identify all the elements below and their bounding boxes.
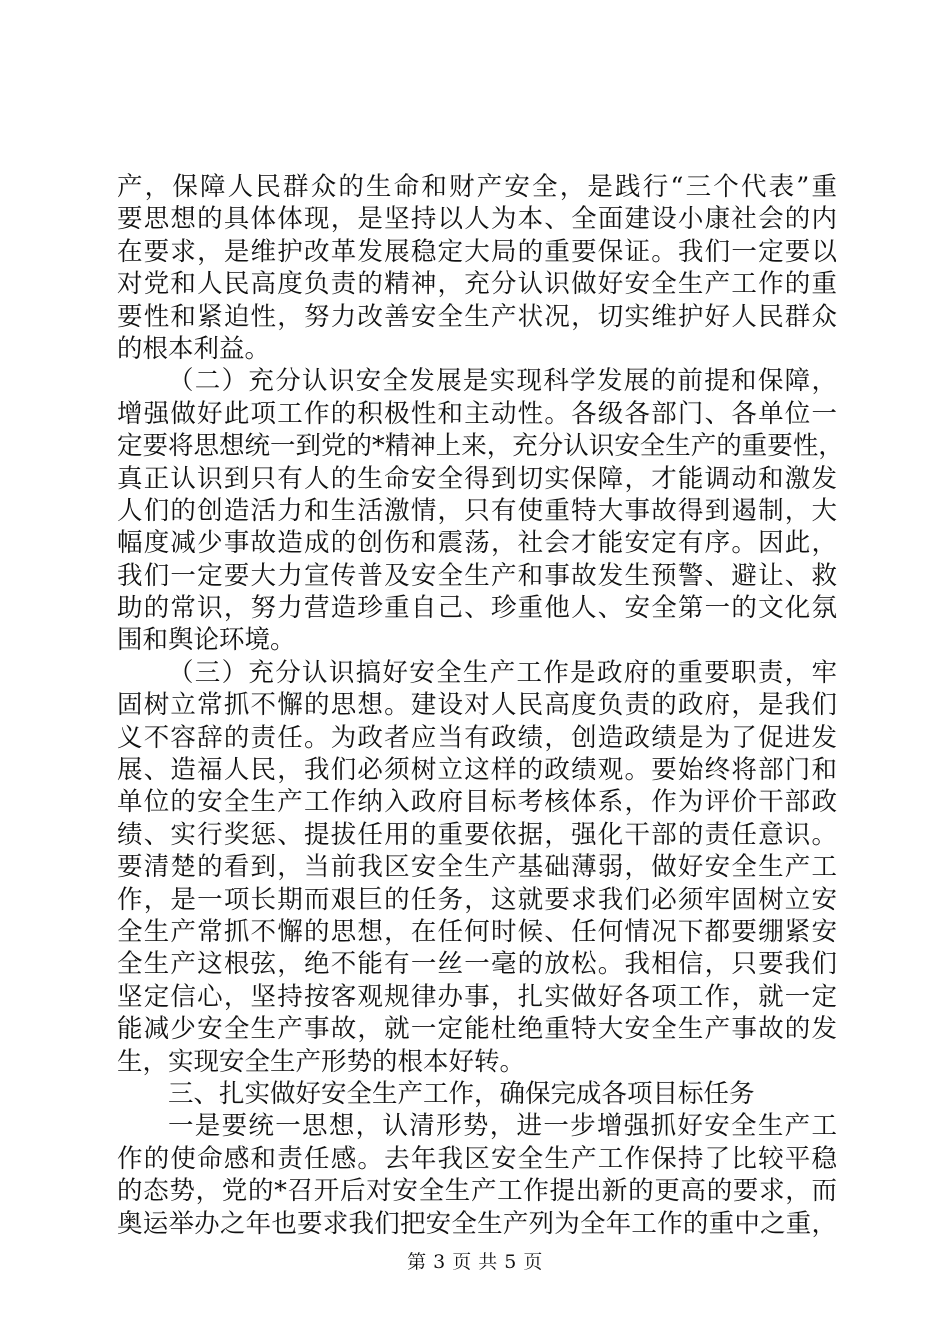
text-line: 的根本利益。 (117, 333, 271, 364)
text-line: 幅度减少事故造成的创伤和震荡，社会才能安定有序。因此， (117, 528, 837, 559)
text-line: 在要求，是维护改革发展稳定大局的重要保证。我们一定要以 (117, 236, 837, 267)
text-line: 人们的创造活力和生活激情，只有使重特大事故得到遏制，大 (117, 495, 837, 526)
text-line: 全生产这根弦，绝不能有一丝一毫的放松。我相信，只要我们 (117, 949, 837, 980)
text-line: 增强做好此项工作的积极性和主动性。各级各部门、各单位一 (117, 398, 837, 429)
text-line: 要性和紧迫性，努力改善安全生产状况，切实维护好人民群众 (117, 301, 837, 332)
text-line: 定要将思想统一到党的*精神上来，充分认识安全生产的重要性， (117, 431, 844, 462)
text-line: 展、造福人民，我们必须树立这样的政绩观。要始终将部门和 (117, 755, 837, 786)
paragraph-start-line: （三）充分认识搞好安全生产工作是政府的重要职责，牢 (168, 657, 837, 688)
text-line: 作，是一项长期而艰巨的任务，这就要求我们必须牢固树立安 (117, 884, 837, 915)
page-number-footer: 第 3 页 共 5 页 (407, 1251, 543, 1273)
text-line: 围和舆论环境。 (117, 625, 296, 656)
text-line: 对党和人民高度负责的精神，充分认识做好安全生产工作的重 (117, 269, 837, 300)
text-line: 生，实现安全生产形势的根本好转。 (117, 1046, 526, 1077)
text-line: 固树立常抓不懈的思想。建设对人民高度负责的政府，是我们 (117, 690, 837, 721)
paragraph-start-line: 一是要统一思想，认清形势，进一步增强抓好安全生产工 (168, 1111, 837, 1142)
text-line: 产，保障人民群众的生命和财产安全，是践行“三个代表”重 (117, 172, 837, 202)
text-line: 单位的安全生产工作纳入政府目标考核体系，作为评价干部政 (117, 787, 837, 818)
text-line: 奥运举办之年也要求我们把安全生产列为全年工作的重中之重， (117, 1208, 837, 1239)
text-line: 要思想的具体体现，是坚持以人为本、全面建设小康社会的内 (117, 204, 837, 235)
text-line: 要清楚的看到，当前我区安全生产基础薄弱，做好安全生产工 (117, 852, 837, 883)
text-line: 义不容辞的责任。为政者应当有政绩，创造政绩是为了促进发 (117, 722, 837, 753)
text-line: 全生产常抓不懈的思想，在任何时候、任何情况下都要绷紧安 (117, 916, 837, 947)
section-heading: 三、扎实做好安全生产工作，确保完成各项目标任务 (168, 1078, 755, 1109)
text-line: 作的使命感和责任感。去年我区安全生产工作保持了比较平稳 (117, 1143, 837, 1174)
text-line: 助的常识，努力营造珍重自己、珍重他人、安全第一的文化氛 (117, 593, 837, 624)
text-line: 我们一定要大力宣传普及安全生产和事故发生预警、避让、救 (117, 560, 837, 591)
document-body (117, 171, 844, 1240)
text-line: 绩、实行奖惩、提拔任用的重要依据，强化干部的责任意识。 (117, 819, 837, 850)
paragraph-start-line: （二）充分认识安全发展是实现科学发展的前提和保障， (168, 366, 837, 397)
text-line: 真正认识到只有人的生命安全得到切实保障，才能调动和激发 (117, 463, 837, 494)
text-line: 的态势，党的*召开后对安全生产工作提出新的更高的要求，而 (117, 1176, 837, 1207)
text-line: 能减少安全生产事故，就一定能杜绝重特大安全生产事故的发 (117, 1014, 837, 1045)
text-line: 坚定信心，坚持按客观规律办事，扎实做好各项工作，就一定 (117, 981, 837, 1012)
